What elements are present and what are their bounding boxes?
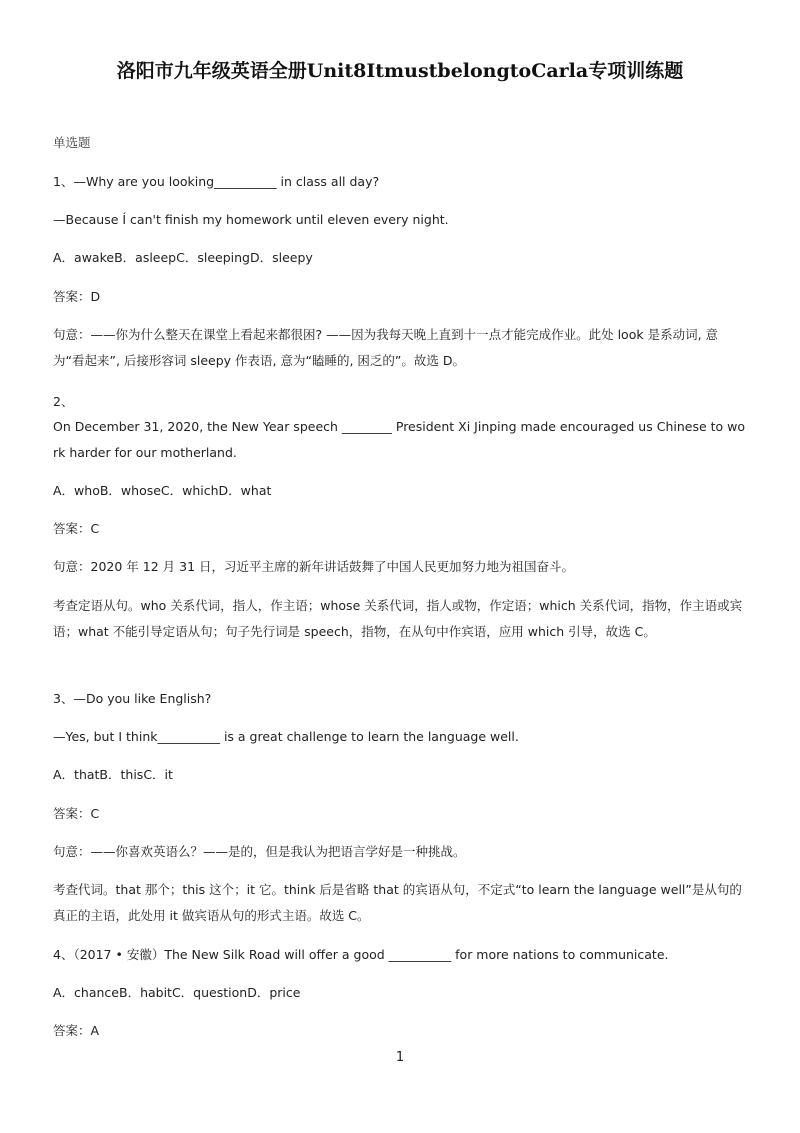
question-2-answer: 答案：C (53, 521, 100, 536)
question-4-stem: 4、（2017 • 安徽）The New Silk Road will offer a good __________ for more nations to communicate. (53, 947, 669, 962)
question-2-options: A．whoB．whoseC．whichD．what (53, 483, 272, 498)
question-1-stem: 1、—Why are you looking__________ in class all day? (53, 174, 380, 189)
page-number: 1 (395, 1050, 405, 1065)
question-2-number: 2、 (53, 394, 74, 409)
question-3-explanation: 考查代词。that 那个；this 这个；it 它。think 后是省略 that 的宾语从句，不定式“to learn the language well”是从句的真正的主语，此处用 it 做宾语从句的形式主语。故选 C。 (53, 882, 742, 923)
question-4-answer: 答案：A (53, 1023, 100, 1038)
section-heading: 单选题 (53, 135, 91, 150)
document-title: 洛阳市九年级英语全册Unit8ItmustbelongtoCarla专项训练题 (116, 60, 684, 82)
question-3-reply: —Yes, but I think__________ is a great challenge to learn the language well. (53, 729, 519, 744)
question-1-explanation: 句意：——你为什么整天在课堂上看起来都很困? ——因为我每天晚上直到十一点才能完成作业。此处 look 是系动词, 意为“看起来”, 后接形容词 sleepy 作表语, 意为“瞌睡的, 困乏的”。故选 D。 (53, 327, 719, 368)
question-3-answer: 答案：C (53, 806, 100, 821)
question-2-stem: On December 31, 2020, the New Year speech ________ President Xi Jinping made encouraged us Chinese to work harder for our motherland. (53, 419, 746, 460)
question-3-stem: 3、—Do you like English? (53, 691, 212, 706)
question-3-options: A．thatB．thisC．it (53, 767, 173, 782)
question-2-translation: 句意：2020 年 12 月 31 日，习近平主席的新年讲话鼓舞了中国人民更加努力地为祖国奋斗。 (53, 559, 574, 574)
question-1-answer: 答案：D (53, 289, 101, 304)
question-3-translation: 句意：——你喜欢英语么？——是的，但是我认为把语言学好是一种挑战。 (53, 844, 466, 859)
question-4-options: A．chanceB．habitC．questionD．price (53, 985, 301, 1000)
question-2-explanation: 考查定语从句。who 关系代词，指人，作主语；whose 关系代词，指人或物，作定语；which 关系代词，指物，作主语或宾语；what 不能引导定语从句；句子先行词是 speech，指物，在从句中作宾语，应用 which 引导，故选 C。 (53, 598, 743, 639)
question-1-options: A．awakeB．asleepC．sleepingD．sleepy (53, 250, 313, 265)
question-1-reply: —Because Í can't finish my homework until eleven every night. (53, 212, 449, 227)
